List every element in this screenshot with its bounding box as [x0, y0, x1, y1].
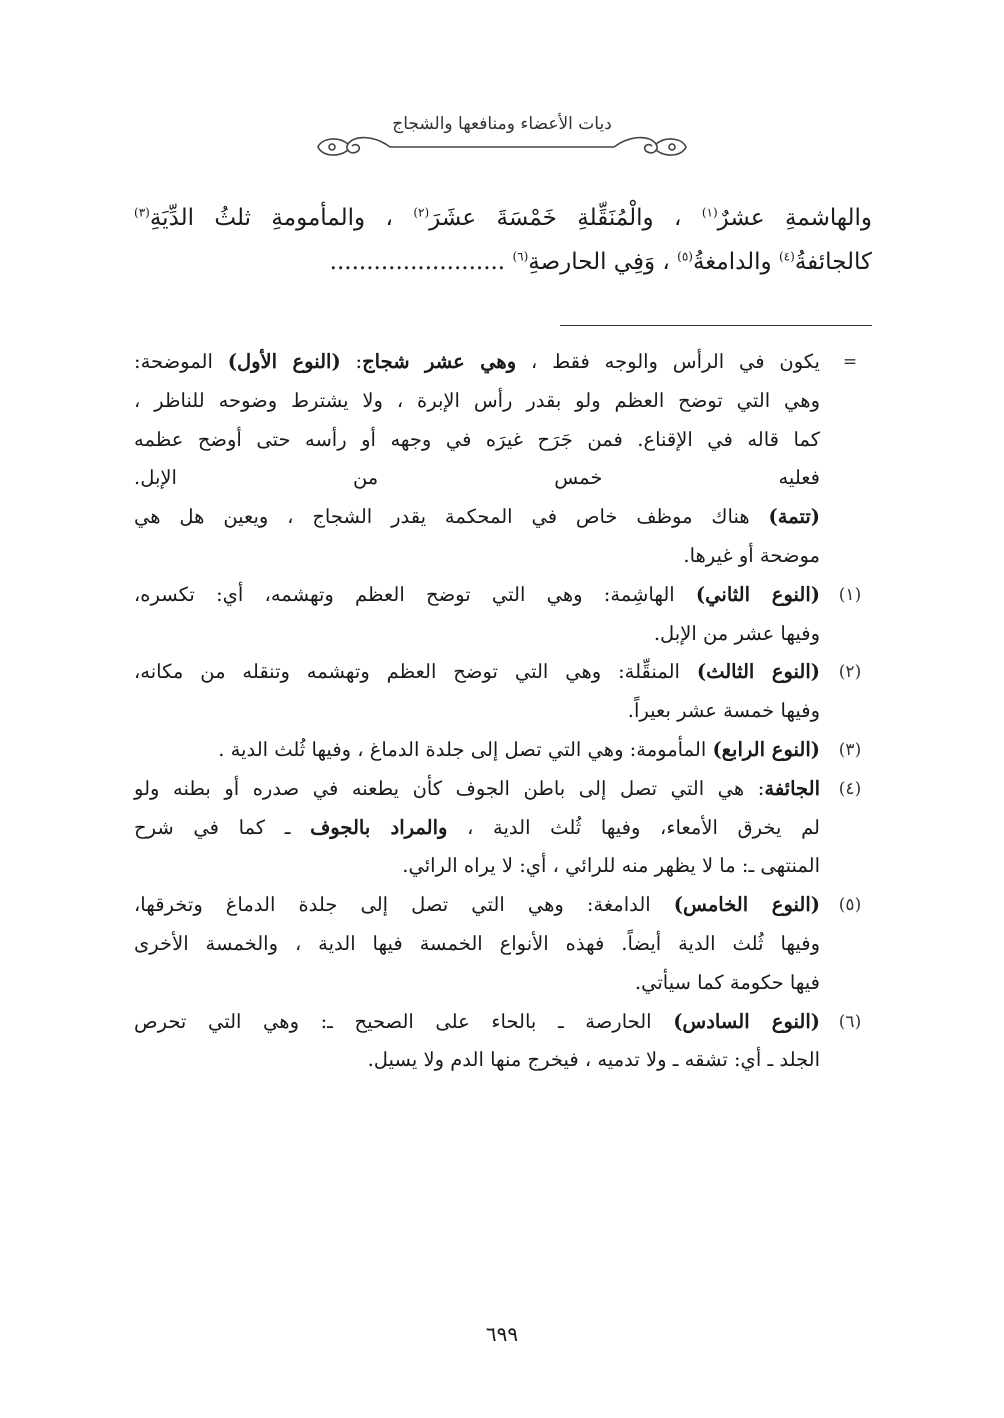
bold-term: (النوع الأول) [227, 350, 341, 373]
footnote-6 [134, 1003, 872, 1081]
text-segment: لم يخرق الأمعاء، وفيها ثُلث الدية ، [447, 815, 820, 839]
footnote-line [134, 809, 820, 848]
footnote-ref[interactable]: (٤) [778, 249, 795, 264]
footnote-0 [134, 343, 872, 576]
text-segment: والهاشمةِ عشرٌ [717, 205, 872, 231]
footnote-line [134, 382, 820, 421]
footnote-marker: = [842, 352, 858, 372]
footnote-line [134, 576, 820, 615]
bold-term: (النوع الثالث) [696, 660, 821, 684]
footnote-line [134, 537, 820, 576]
ellipsis-dots: ........................ [329, 249, 513, 275]
text-segment: فعليه خمس من الإبل. [134, 466, 820, 490]
text-segment: الجلد ـ أي: تشقه ـ ولا تدميه ، فيخرج منها الدم ولا يسيل. [367, 1048, 820, 1072]
running-header [300, 112, 704, 162]
footnote-marker: (٦) [838, 1011, 862, 1032]
text-segment: وفيها ثُلث الدية أيضاً. فهذه الأنواع الخمسة فيها الدية ، والخمسة الأخرى [134, 931, 820, 955]
bold-term: (النوع الثاني) [695, 582, 820, 606]
footnote-line [134, 421, 820, 460]
footnote-line [134, 731, 820, 770]
footnote-line [134, 692, 820, 731]
footnote-line [134, 653, 820, 692]
text-segment: الحارصة ـ بالحاء على الصحيح ـ: وهي التي تحرص [134, 1009, 674, 1033]
text-segment: ، والْمُنَقِّلةِ خَمْسَةَ عشَرَ [429, 205, 682, 231]
text-segment: وفيها خمسة عشر بعيراً. [627, 699, 820, 723]
footnote-line [134, 1041, 820, 1080]
text-segment: : [340, 350, 363, 373]
bold-term: (النوع الرابع) [712, 737, 820, 761]
main-text-line-1 [134, 196, 872, 240]
text-segment: : هي التي تصل إلى باطن الجوف كأن يطعنه في صدره أو بطنه ولو [134, 776, 765, 800]
footnote-line [134, 459, 820, 498]
footnote-separator [560, 325, 872, 326]
text-segment: الدامغة: وهي التي تصل إلى جلدة الدماغ وتخرقها، [134, 893, 674, 917]
header-title: ديات الأعضاء ومنافعها والشجاج [392, 114, 612, 134]
text-segment: المنتهى ـ: ما لا يظهر منه للرائي ، أي: لا يراه الرائي. [402, 854, 820, 878]
bold-term: (النوع السادس) [673, 1009, 820, 1033]
footnote-ref[interactable]: (١) [701, 205, 718, 220]
text-segment: كما قاله في الإقناع. فمن جَرَح غيرَه في وجهه أو رأسه حتى أوضح عظمه [134, 427, 820, 451]
footnote-line [134, 925, 820, 964]
page-number: ٦٩٩ [485, 1322, 519, 1346]
bold-term: (النوع الخامس) [673, 893, 820, 917]
main-text-line-2 [134, 240, 872, 284]
footnote-ref[interactable]: (٥) [677, 249, 693, 264]
footnote-ref[interactable]: (٢) [413, 205, 430, 220]
bold-term: (تتمة) [768, 505, 820, 529]
text-segment: يكون في الرأس والوجه فقط ، [516, 350, 820, 373]
footnote-2 [134, 653, 872, 731]
footnote-3 [134, 731, 872, 770]
footnote-4 [134, 770, 872, 886]
footnote-line [134, 886, 820, 925]
bold-term: وهي عشر شجاج [362, 350, 517, 373]
text-segment: المنقِّلة: وهي التي توضح العظم وتهشمه وتنقله من مكانه، [134, 660, 697, 684]
footnote-line [134, 770, 820, 809]
footnote-marker: (٢) [838, 662, 862, 683]
footnote-marker: (٥) [838, 895, 862, 916]
text-segment: ، وَفِي الحارصةِ [528, 249, 678, 275]
text-segment: الموضحة: [134, 350, 228, 373]
text-segment: موضحة أو غيرها. [683, 543, 820, 567]
text-segment: الهاشِمة: وهي التي توضح العظم وتهشمه، أي: تكسره، [134, 582, 696, 606]
footnote-line [134, 498, 820, 537]
text-segment: ، والمأمومةِ ثلثُ الدِّيَةِ [149, 205, 393, 231]
footnote-marker: (٤) [838, 778, 862, 799]
text-segment: ـ كما في شرح [134, 815, 311, 839]
text-segment: وفيها عشر من الإبل. [653, 621, 820, 645]
footnotes [134, 343, 872, 1080]
footnote-ref[interactable]: (٦) [512, 249, 529, 264]
footnote-line [134, 964, 820, 1003]
main-text [134, 196, 872, 284]
text-segment: والدامغةُ [692, 249, 779, 275]
bold-term: والمراد بالجوف [310, 815, 448, 839]
bold-term: الجائفة [764, 776, 820, 800]
text-segment: المأمومة: وهي التي تصل إلى جلدة الدماغ ، وفيها ثُلث الدية . [218, 737, 713, 761]
text-segment: وهي التي توضح العظم ولو بقدر رأس الإبرة ، ولا يشترط وضوحه للناظر ، [134, 388, 820, 412]
footnote-ref[interactable]: (٣) [134, 205, 150, 220]
footnote-marker: (٣) [838, 739, 862, 760]
text-segment: فيها حكومة كما سيأتي. [634, 970, 820, 994]
footnote-line [134, 1003, 820, 1042]
footnote-line [134, 615, 820, 654]
footnote-5 [134, 886, 872, 1002]
footnote-marker: (١) [838, 584, 862, 605]
header-ornament-icon [300, 132, 704, 162]
text-segment: هناك موظف خاص في المحكمة يقدر الشجاج ، ويعين هل هي [134, 505, 769, 529]
footnote-1 [134, 576, 872, 654]
footnote-line [134, 847, 820, 886]
text-segment: كالجائفةُ [794, 249, 872, 275]
footnote-line [134, 343, 820, 382]
